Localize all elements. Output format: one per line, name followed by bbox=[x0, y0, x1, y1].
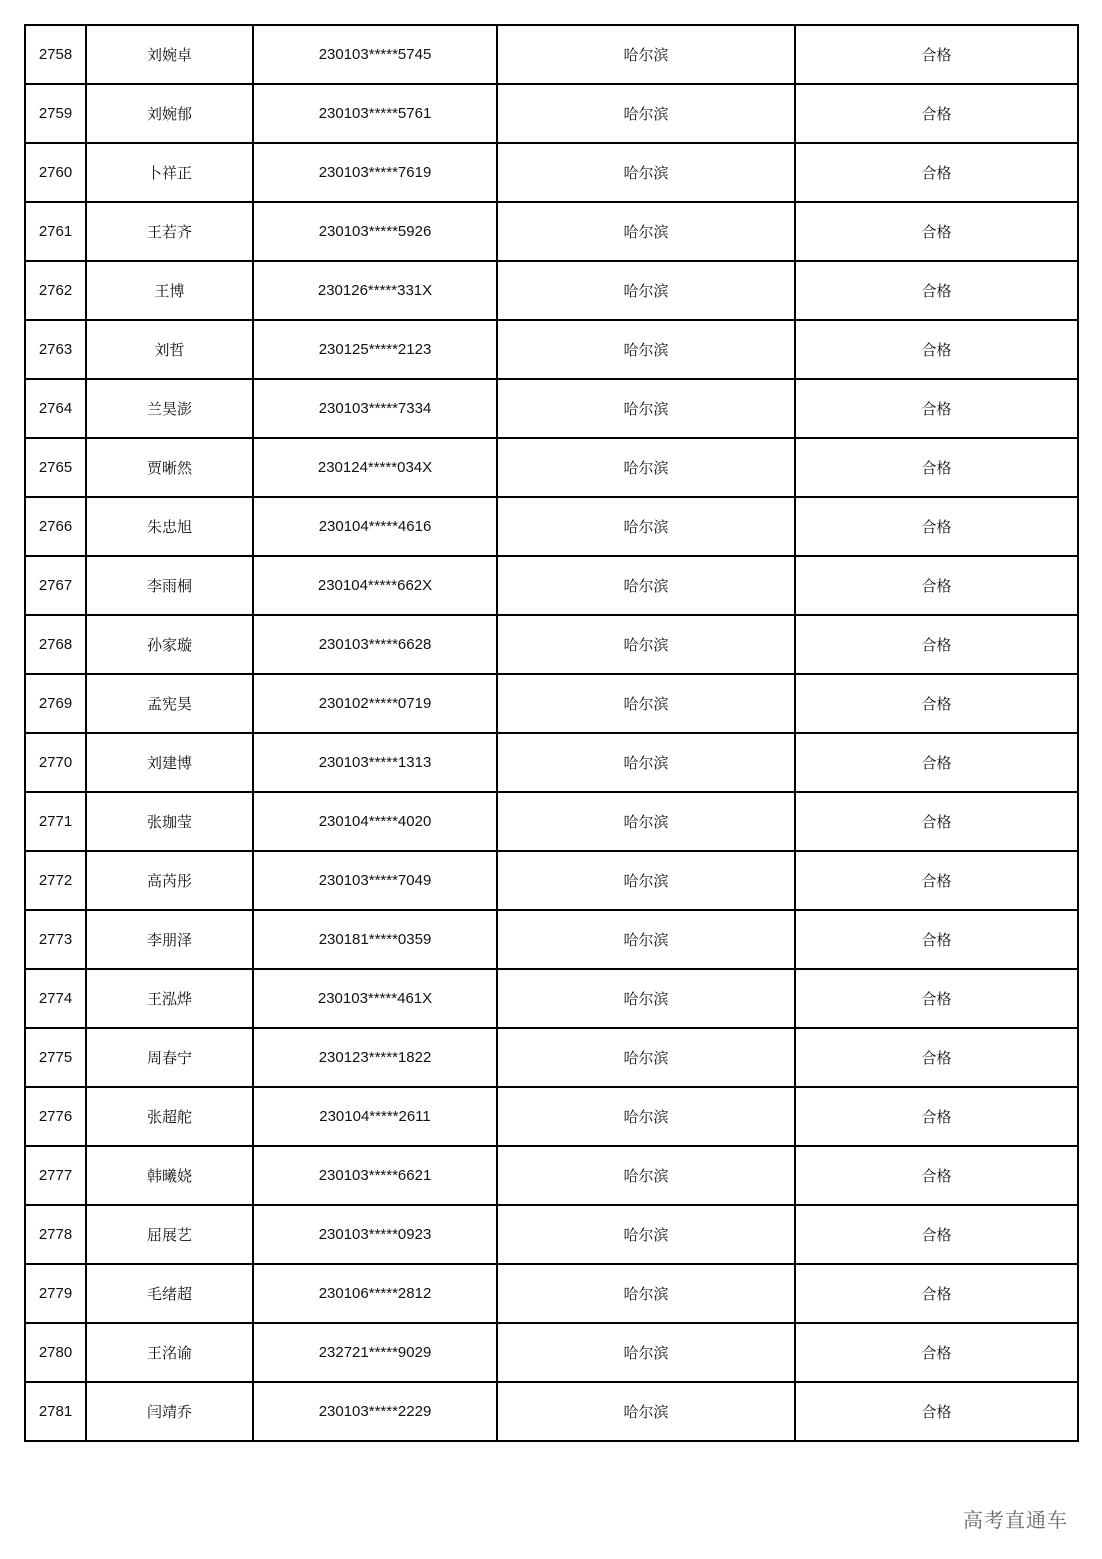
result-cell: 合格 bbox=[795, 910, 1078, 969]
table-row bbox=[25, 438, 1078, 497]
id-number-cell: 230103*****461X bbox=[253, 969, 497, 1028]
table-row bbox=[25, 202, 1078, 261]
row-number-cell: 2763 bbox=[25, 320, 86, 379]
result-cell: 合格 bbox=[795, 1323, 1078, 1382]
row-number-cell: 2767 bbox=[25, 556, 86, 615]
name-cell: 毛绪超 bbox=[86, 1264, 253, 1323]
name-cell: 刘哲 bbox=[86, 320, 253, 379]
id-number-cell: 230181*****0359 bbox=[253, 910, 497, 969]
row-number-cell: 2773 bbox=[25, 910, 86, 969]
table-row bbox=[25, 910, 1078, 969]
city-cell: 哈尔滨 bbox=[497, 1205, 795, 1264]
row-number-cell: 2762 bbox=[25, 261, 86, 320]
table-row bbox=[25, 1264, 1078, 1323]
name-cell: 孟宪昊 bbox=[86, 674, 253, 733]
name-cell: 张超舵 bbox=[86, 1087, 253, 1146]
name-cell: 王博 bbox=[86, 261, 253, 320]
city-cell: 哈尔滨 bbox=[497, 1028, 795, 1087]
id-number-cell: 232721*****9029 bbox=[253, 1323, 497, 1382]
table-row bbox=[25, 1028, 1078, 1087]
table-row bbox=[25, 320, 1078, 379]
city-cell: 哈尔滨 bbox=[497, 792, 795, 851]
city-cell: 哈尔滨 bbox=[497, 202, 795, 261]
result-cell: 合格 bbox=[795, 851, 1078, 910]
id-number-cell: 230103*****6621 bbox=[253, 1146, 497, 1205]
name-cell: 高芮彤 bbox=[86, 851, 253, 910]
table-row bbox=[25, 1205, 1078, 1264]
name-cell: 闫靖乔 bbox=[86, 1382, 253, 1441]
result-cell: 合格 bbox=[795, 733, 1078, 792]
watermark-text: 高考直通车 bbox=[959, 1504, 1072, 1533]
name-cell: 卜祥正 bbox=[86, 143, 253, 202]
city-cell: 哈尔滨 bbox=[497, 1087, 795, 1146]
row-number-cell: 2777 bbox=[25, 1146, 86, 1205]
row-number-cell: 2765 bbox=[25, 438, 86, 497]
name-cell: 孙家璇 bbox=[86, 615, 253, 674]
city-cell: 哈尔滨 bbox=[497, 25, 795, 84]
city-cell: 哈尔滨 bbox=[497, 851, 795, 910]
row-number-cell: 2769 bbox=[25, 674, 86, 733]
city-cell: 哈尔滨 bbox=[497, 1323, 795, 1382]
table-row bbox=[25, 556, 1078, 615]
result-cell: 合格 bbox=[795, 320, 1078, 379]
name-cell: 屈展艺 bbox=[86, 1205, 253, 1264]
id-number-cell: 230103*****0923 bbox=[253, 1205, 497, 1264]
result-cell: 合格 bbox=[795, 202, 1078, 261]
roster-table-body bbox=[25, 25, 1078, 1441]
id-number-cell: 230102*****0719 bbox=[253, 674, 497, 733]
result-cell: 合格 bbox=[795, 25, 1078, 84]
id-number-cell: 230104*****662X bbox=[253, 556, 497, 615]
name-cell: 王泓烨 bbox=[86, 969, 253, 1028]
row-number-cell: 2764 bbox=[25, 379, 86, 438]
name-cell: 刘建博 bbox=[86, 733, 253, 792]
table-row bbox=[25, 261, 1078, 320]
id-number-cell: 230103*****1313 bbox=[253, 733, 497, 792]
id-number-cell: 230126*****331X bbox=[253, 261, 497, 320]
city-cell: 哈尔滨 bbox=[497, 143, 795, 202]
result-cell: 合格 bbox=[795, 674, 1078, 733]
table-row bbox=[25, 674, 1078, 733]
city-cell: 哈尔滨 bbox=[497, 674, 795, 733]
result-cell: 合格 bbox=[795, 1382, 1078, 1441]
city-cell: 哈尔滨 bbox=[497, 438, 795, 497]
city-cell: 哈尔滨 bbox=[497, 556, 795, 615]
id-number-cell: 230124*****034X bbox=[253, 438, 497, 497]
city-cell: 哈尔滨 bbox=[497, 733, 795, 792]
result-cell: 合格 bbox=[795, 379, 1078, 438]
id-number-cell: 230103*****2229 bbox=[253, 1382, 497, 1441]
row-number-cell: 2779 bbox=[25, 1264, 86, 1323]
city-cell: 哈尔滨 bbox=[497, 1264, 795, 1323]
result-cell: 合格 bbox=[795, 969, 1078, 1028]
result-cell: 合格 bbox=[795, 615, 1078, 674]
result-cell: 合格 bbox=[795, 143, 1078, 202]
table-row bbox=[25, 1087, 1078, 1146]
result-cell: 合格 bbox=[795, 1146, 1078, 1205]
row-number-cell: 2780 bbox=[25, 1323, 86, 1382]
city-cell: 哈尔滨 bbox=[497, 379, 795, 438]
row-number-cell: 2761 bbox=[25, 202, 86, 261]
name-cell: 兰昊澎 bbox=[86, 379, 253, 438]
row-number-cell: 2772 bbox=[25, 851, 86, 910]
name-cell: 李雨桐 bbox=[86, 556, 253, 615]
id-number-cell: 230103*****7334 bbox=[253, 379, 497, 438]
row-number-cell: 2776 bbox=[25, 1087, 86, 1146]
city-cell: 哈尔滨 bbox=[497, 261, 795, 320]
row-number-cell: 2768 bbox=[25, 615, 86, 674]
name-cell: 韩曦娆 bbox=[86, 1146, 253, 1205]
row-number-cell: 2774 bbox=[25, 969, 86, 1028]
result-cell: 合格 bbox=[795, 84, 1078, 143]
city-cell: 哈尔滨 bbox=[497, 320, 795, 379]
city-cell: 哈尔滨 bbox=[497, 615, 795, 674]
result-cell: 合格 bbox=[795, 438, 1078, 497]
table-row bbox=[25, 969, 1078, 1028]
name-cell: 贾晰然 bbox=[86, 438, 253, 497]
row-number-cell: 2760 bbox=[25, 143, 86, 202]
id-number-cell: 230104*****4616 bbox=[253, 497, 497, 556]
id-number-cell: 230103*****6628 bbox=[253, 615, 497, 674]
id-number-cell: 230104*****2611 bbox=[253, 1087, 497, 1146]
id-number-cell: 230106*****2812 bbox=[253, 1264, 497, 1323]
id-number-cell: 230104*****4020 bbox=[253, 792, 497, 851]
table-row bbox=[25, 792, 1078, 851]
city-cell: 哈尔滨 bbox=[497, 910, 795, 969]
table-row bbox=[25, 615, 1078, 674]
table-row bbox=[25, 1146, 1078, 1205]
result-cell: 合格 bbox=[795, 1028, 1078, 1087]
table-row bbox=[25, 851, 1078, 910]
table-row bbox=[25, 497, 1078, 556]
city-cell: 哈尔滨 bbox=[497, 497, 795, 556]
id-number-cell: 230103*****5745 bbox=[253, 25, 497, 84]
row-number-cell: 2771 bbox=[25, 792, 86, 851]
table-row bbox=[25, 733, 1078, 792]
name-cell: 张珈莹 bbox=[86, 792, 253, 851]
result-cell: 合格 bbox=[795, 556, 1078, 615]
table-row bbox=[25, 143, 1078, 202]
id-number-cell: 230103*****7049 bbox=[253, 851, 497, 910]
name-cell: 周春宁 bbox=[86, 1028, 253, 1087]
name-cell: 刘婉卓 bbox=[86, 25, 253, 84]
city-cell: 哈尔滨 bbox=[497, 969, 795, 1028]
city-cell: 哈尔滨 bbox=[497, 1382, 795, 1441]
result-cell: 合格 bbox=[795, 1205, 1078, 1264]
table-row bbox=[25, 1382, 1078, 1441]
result-cell: 合格 bbox=[795, 261, 1078, 320]
row-number-cell: 2781 bbox=[25, 1382, 86, 1441]
id-number-cell: 230125*****2123 bbox=[253, 320, 497, 379]
table-row bbox=[25, 84, 1078, 143]
result-cell: 合格 bbox=[795, 497, 1078, 556]
row-number-cell: 2766 bbox=[25, 497, 86, 556]
city-cell: 哈尔滨 bbox=[497, 84, 795, 143]
city-cell: 哈尔滨 bbox=[497, 1146, 795, 1205]
name-cell: 王洺谕 bbox=[86, 1323, 253, 1382]
result-cell: 合格 bbox=[795, 792, 1078, 851]
name-cell: 王若齐 bbox=[86, 202, 253, 261]
table-row bbox=[25, 1323, 1078, 1382]
id-number-cell: 230103*****7619 bbox=[253, 143, 497, 202]
row-number-cell: 2759 bbox=[25, 84, 86, 143]
row-number-cell: 2758 bbox=[25, 25, 86, 84]
row-number-cell: 2778 bbox=[25, 1205, 86, 1264]
id-number-cell: 230123*****1822 bbox=[253, 1028, 497, 1087]
result-cell: 合格 bbox=[795, 1264, 1078, 1323]
table-row bbox=[25, 25, 1078, 84]
name-cell: 刘婉郁 bbox=[86, 84, 253, 143]
name-cell: 李朋泽 bbox=[86, 910, 253, 969]
roster-table bbox=[24, 24, 1079, 1442]
id-number-cell: 230103*****5926 bbox=[253, 202, 497, 261]
result-cell: 合格 bbox=[795, 1087, 1078, 1146]
table-row bbox=[25, 379, 1078, 438]
row-number-cell: 2770 bbox=[25, 733, 86, 792]
name-cell: 朱忠旭 bbox=[86, 497, 253, 556]
row-number-cell: 2775 bbox=[25, 1028, 86, 1087]
id-number-cell: 230103*****5761 bbox=[253, 84, 497, 143]
